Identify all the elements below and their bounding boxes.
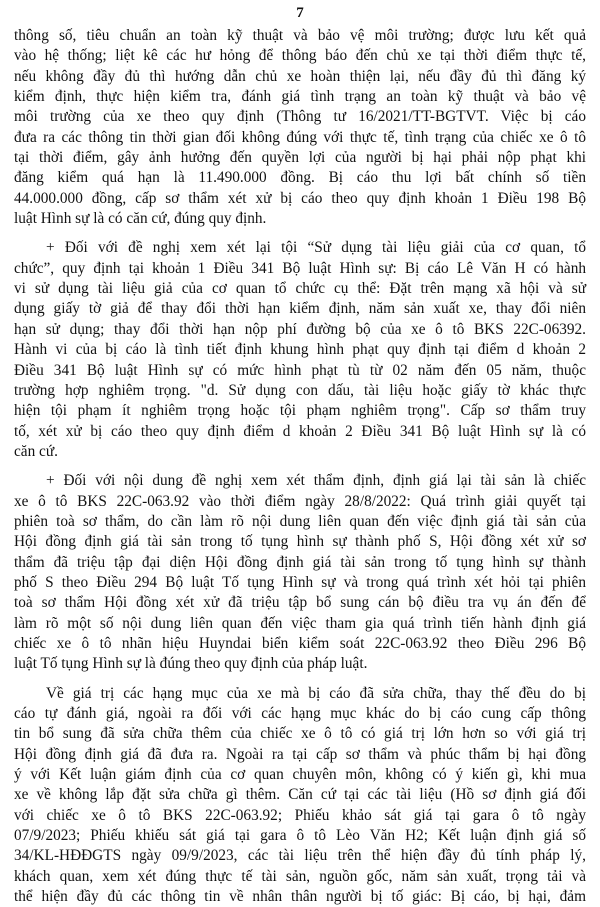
page-number: 7 <box>296 5 304 21</box>
text-line: Hội đồng định giá đã đưa ra. Ngoài ra tại cấp sơ thẩm và phúc thẩm bị hại đồng <box>14 745 586 763</box>
text-line: 34/KL-HĐĐGTS ngày 09/9/2023, các tài liệu trên thể hiện đầy đủ tính pháp lý, <box>14 847 586 865</box>
text-line: dụng giấy tờ giả để thay đổi thời hạn kiểm định, năm sản xuất xe, thay đổi niên <box>14 300 586 318</box>
text-line: 07/9/2023; Phiếu khiếu sát giá tại gara ô tô Lèo Văn H2; Kết luận định giá số <box>14 827 586 845</box>
text-line: toà sơ thẩm Hội đồng xét xử đã triệu tập bổ sung cán bộ điều tra vụ án đến để <box>14 594 586 612</box>
text-line: xe về không lắp đặt sửa chữa gì thêm. Căn cứ tại các tài liệu (Hồ sơ định giá đối <box>14 786 586 804</box>
text-line: với chiếc xe ô tô BKS 22C-063.92; Phiếu khảo sát giá tại gara ô tô ngày <box>14 806 586 824</box>
text-line: làm rõ một số nội dung liên quan đến việc tham gia quá trình tiến hành định giá <box>14 614 586 632</box>
text-line: phố S theo Điều 294 Bộ luật Tố tụng Hình sự và trong quá trình xét hỏi tại phiên <box>14 573 586 591</box>
text-line: 44.000.000 đồng, cấp sơ thẩm xét xử bị cáo theo quy định khoản 1 Điều 198 Bộ <box>14 189 586 207</box>
text-line: vào hệ thống; liệt kê các hư hỏng để thông báo đến chủ xe tại thời điểm thực tế, <box>14 47 586 65</box>
text-line: hiện tội phạm ít nghiêm trọng hoặc tội phạm nghiêm trọng". Cấp sơ thẩm truy <box>14 402 586 420</box>
text-line: nếu không đầy đủ thì hướng dẫn chủ xe hoàn thiện lại, nếu đầy đủ thì đăng ký <box>14 67 586 85</box>
text-line: chức”, quy định tại khoản 1 Điều 341 Bộ luật Hình sự: Bị cáo Lê Văn H có hành <box>14 259 586 277</box>
paragraph-standards <box>14 26 586 229</box>
text-line: Điều 341 Bộ luật Hình sự có mức hình phạt tù từ 02 năm đến 05 năm, thuộc <box>14 361 586 379</box>
text-line: ý với Kết luận giám định của cơ quan chuyên môn, không có ý kiến gì, khi mua <box>14 766 586 784</box>
paragraph-repair-value <box>14 684 586 907</box>
text-line: đăng kiểm quá hạn là 11.490.000 đồng. Bị cáo thu lợi bất chính số tiền <box>14 169 586 187</box>
text-line: thể hiện đầy đủ các thông tin về nhân thân người bị tố giác: Bị cáo, bị hại, đảm <box>14 888 586 906</box>
text-line: thông số, tiêu chuẩn an toàn kỹ thuật và bảo vệ môi trường; được lưu kết quả <box>14 27 586 44</box>
text-line: phiên toà sơ thẩm, do cần làm rõ nội dung liên quan đến việc định giá tài sản của <box>14 512 586 530</box>
paragraph-asset-valuation <box>14 471 586 674</box>
text-line: Hội đồng định giá tài sản trong tố tụng hình sự thành phố S, Hội đồng xét xử sơ <box>14 533 586 551</box>
text-line: + Đối với đề nghị xem xét lại tội “Sử dụng tài liệu giải của cơ quan, tổ <box>46 239 586 257</box>
document-body <box>14 26 586 907</box>
text-line: xe ô tô BKS 22C-063.92 vào thời điểm ngày 28/8/2022: Quá trình giải quyết tại <box>14 492 586 510</box>
text-line: đưa ra các thông tin thời gian đối không đúng với thực tế, tình trạng của chiếc xe ô tô <box>14 128 586 146</box>
text-line: tin bổ sung đã sửa chữa thêm của chiếc xe ô tô có giá trị lớn hơn so với giá trị <box>14 725 586 743</box>
text-line: môi trường của xe theo quy định (Thông tư 16/2021/TT-BGTVT. Việc bị cáo <box>14 108 586 126</box>
text-line: Về giá trị các hạng mục của xe mà bị cáo đã sửa chữa, thay thế đều do bị <box>46 684 586 702</box>
text-line: Hành vi của bị cáo là tình tiết định khung hình phạt quy định tại điểm d khoản 2 <box>14 341 586 359</box>
text-line: cáo tự đánh giá, ngoài ra đối với các hạng mục khác do bị cáo cung cấp thông <box>14 705 586 722</box>
text-line: kiểm định, thực hiện kiểm tra, đánh giá tình trạng an toàn kỹ thuật và bảo vệ <box>14 88 586 106</box>
paragraph-gap <box>14 675 586 684</box>
paragraph-gap <box>14 462 586 471</box>
text-line: tại thời điểm, gây ảnh hưởng đến quyền lợi của người bị hại phải nộp phạt khi <box>14 149 586 167</box>
text-line: luật Hình sự là có căn cứ, đúng quy định. <box>14 210 267 228</box>
text-line: trường hợp nghiêm trọng. "d. Sử dụng con dấu, tài liệu hoặc giấy tờ khác thực <box>14 381 586 399</box>
text-line: tố, xét xử bị cáo theo quy định điểm d khoản 2 Điều 341 Bộ luật Hình sự là có <box>14 422 586 440</box>
paragraph-gap <box>14 229 586 238</box>
text-line: chiếc xe ô tô nhãn hiệu Huyndai biển kiểm soát 22C-063.92 theo Điều 296 Bộ <box>14 634 586 652</box>
paragraph-document-forgery <box>14 238 586 462</box>
text-line: căn cứ. <box>14 442 58 460</box>
text-line: vi sử dụng tài liệu giả của cơ quan tổ chức cụ thể: Đặt trên mạng xã hội và sử <box>14 280 586 298</box>
text-line: + Đối với nội dung đề nghị xem xét thẩm định, định giá lại tài sản là chiếc <box>46 472 586 490</box>
text-line: khách quan, xem xét đúng thực tế tài sản, nguồn gốc, năm sản xuất, trọng tải và <box>14 867 586 885</box>
text-line: luật Tố tụng Hình sự là đúng theo quy định của pháp luật. <box>14 655 368 673</box>
text-line: hạn sử dụng; thay đổi thời hạn nộp phí đường bộ của xe ô tô BKS 22C-06392. <box>14 320 586 338</box>
text-line: thẩm đã triệu tập đại diện Hội đồng định giá tài sản trong tố tụng hình sự thành <box>14 553 586 571</box>
